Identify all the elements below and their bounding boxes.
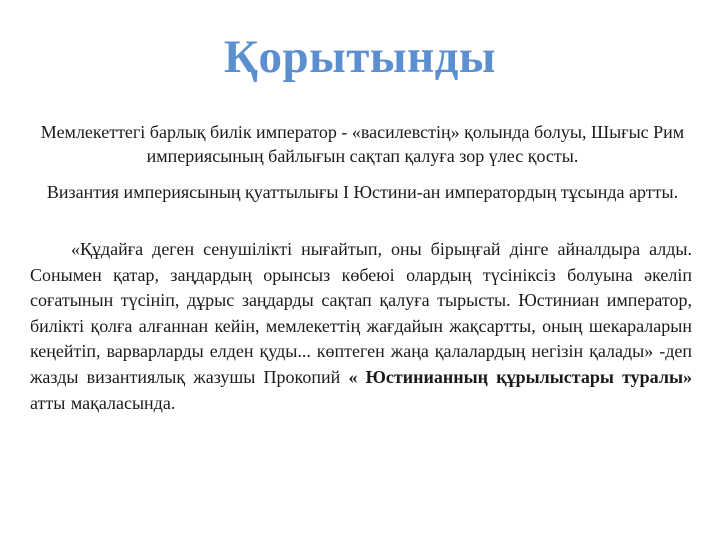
paragraph-byzantine-power: Византия империясының қуаттылығы I Юстини-ан императордың тұсында артты. (46, 182, 679, 202)
book-title: « Юстинианның құрылыстары туралы» (348, 366, 692, 387)
paragraph-procopius-quote (30, 237, 692, 416)
quote-text: «Құдайға деген сенушілікті нығайтып, оны бірыңғай дінге айналдыра алды. Сонымен қатар, заңдардың орынсыз көбеюі олардың түсініксіз болуына әкеліп соғатынын түсініп, дұрыс заңдарды сақтап қалуға тырысты. Юстиниан император, билікті қолға алғаннан кейін, мемлекеттің жағдайын жақсартты, оның шекараларын кеңейтіп, варварларды елден қуды... көптеген жаңа қалалардың негізін қалады» -деп жазды византиялық жазушы Прокопий (30, 239, 692, 387)
paragraph-power-of-emperor: Мемлекеттегі барлық билік император - «василевстің» қолында болуы, Шығыс Рим империясының байлығын сақтап қалуға зор үлес қосты. (40, 122, 685, 166)
quote-ending: атты мақаласында. (30, 392, 176, 413)
slide-title: Қорытынды (223, 31, 497, 83)
